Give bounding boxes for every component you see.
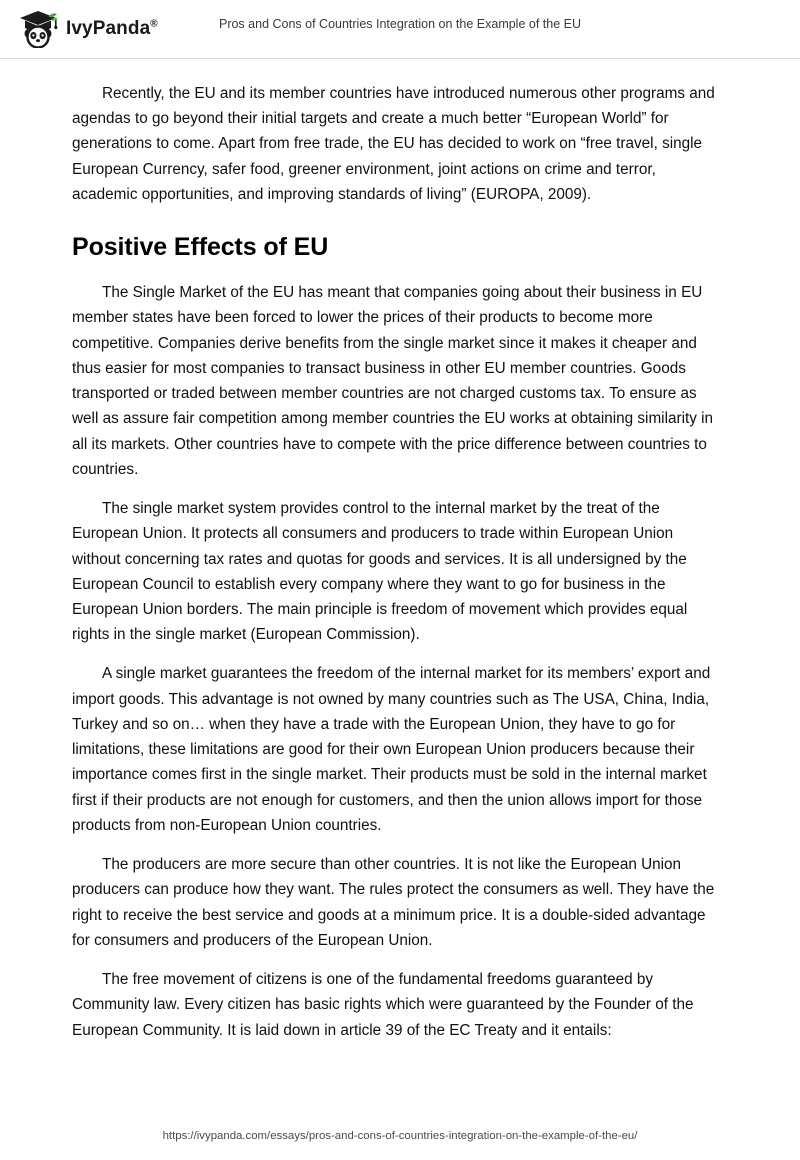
paragraph: The free movement of citizens is one of the fundamental freedoms guaranteed by Community law. Every citizen has basic rights which were guaranteed by the Founder of the European Community. It is laid down in article 39 of the EC Treaty and it entails: (72, 971, 694, 1039)
document-body (0, 59, 800, 1043)
section-heading: Positive Effects of EU (72, 233, 329, 262)
document-title: Pros and Cons of Countries Integration on the Example of the EU (218, 17, 581, 31)
paragraph: The Single Market of the EU has meant that companies going about their business in EU member states have been forced to lower the prices of their products to become more competitive. Companies derive benefits from the single market since it makes it cheaper and thus easier for most companies to transact business in other EU member countries. Goods transported or traded between member countries are not charged customs tax. To ensure as well as assure fair competition among member countries the EU works at obtaining similarity in all its markets. Other countries have to compete with the price difference between countries to countries. (72, 284, 714, 478)
brand-registered-mark: ® (150, 18, 158, 30)
paragraph: The single market system provides control to the internal market by the treat of the European Union. It protects all consumers and producers to trade within European Union without concerning tax rates and quotas for goods and services. It is all undersigned by the European Council to establish every company where they want to go for business in the European Union borders. The main principle is freedom of movement which provides equal rights in the single market (European Commission). (72, 500, 688, 644)
page-footer (0, 1130, 800, 1142)
paragraph: Recently, the EU and its member countries have introduced numerous other programs and agendas to go beyond their initial targets and create a much better “European World” for generations to come. Apart from free trade, the EU has decided to work on “free travel, single European Currency, safer food, greener environment, joint actions on crime and terror, academic opportunities, and improving standards of living” (EUROPA, 2009). (72, 85, 715, 203)
page-header (0, 0, 800, 59)
paragraph: A single market guarantees the freedom of the internal market for its members’ export and import goods. This advantage is not owned by many countries such as The USA, China, India, Turkey and so on… when they have a trade with the European Union, they have to go for limitations, these limitations are good for their own European Union producers because their importance comes first in the single market. Their products must be sold in the internal market first if their products are not enough for customers, and then the union allows import for those products from non-European Union countries. (72, 665, 711, 834)
source-url-link[interactable]: https://ivypanda.com/essays/pros-and-cons-of-countries-integration-on-the-example-of-the-eu/ (162, 1130, 638, 1142)
brand-name-text: IvyPanda (66, 18, 151, 39)
paragraph: The producers are more secure than other countries. It is not like the European Union producers can produce how they want. The rules protect the consumers as well. They have the right to receive the best service and goods at a minimum price. It is a double-sided advantage for consumers and producers of the European Union. (72, 856, 715, 949)
